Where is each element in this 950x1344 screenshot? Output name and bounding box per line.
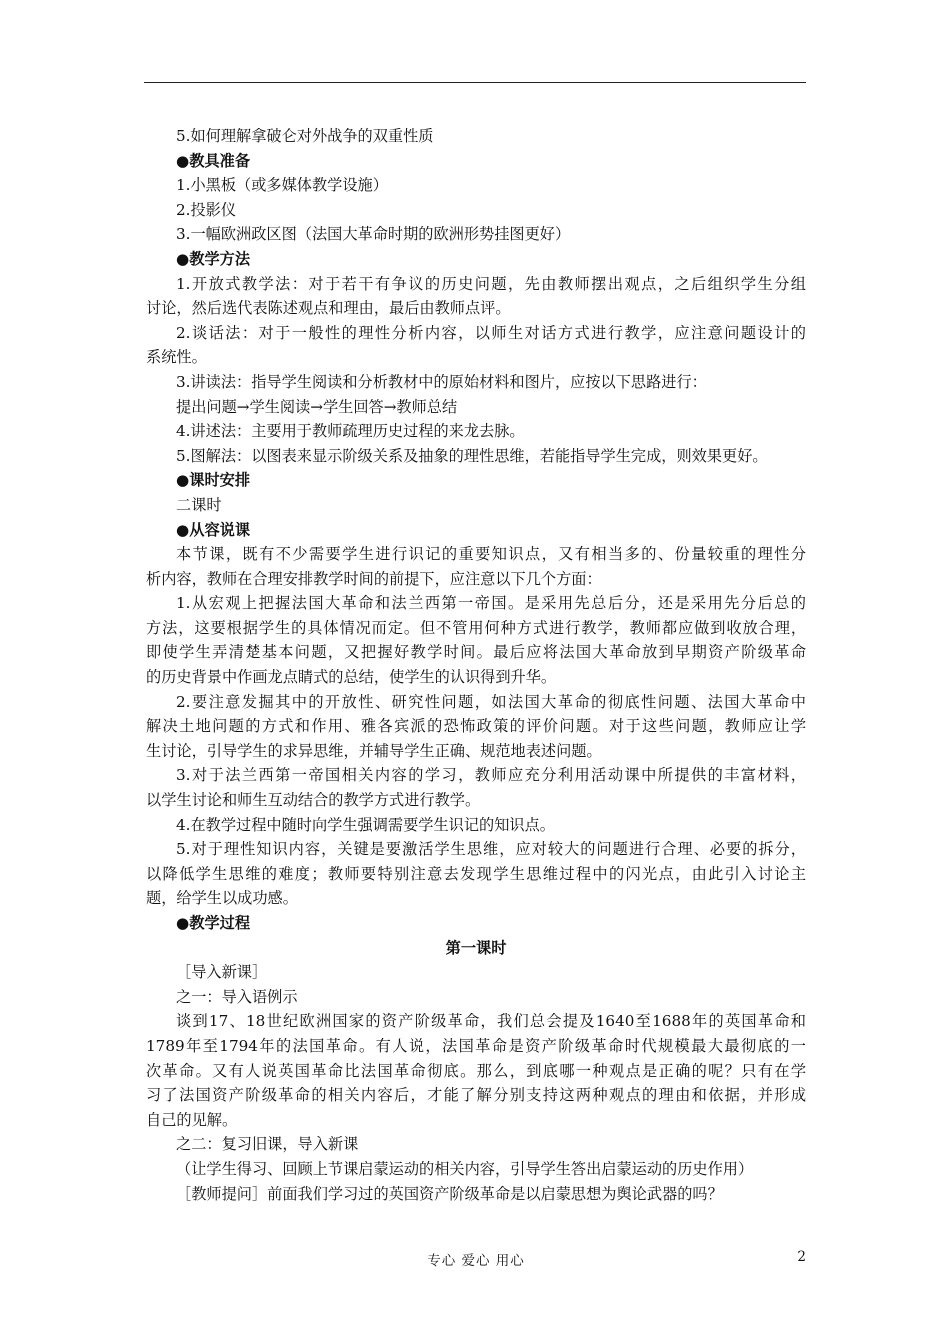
text-line: 生讨论，引导学生的求异思维，并辅导学生正确、规范地表述问题。 — [146, 741, 602, 760]
text-line: 讨论，然后选代表陈述观点和理由，最后由教师点评。 — [146, 299, 511, 318]
text-line: 的历史背景中作画龙点睛式的总结，使学生的认识得到升华。 — [146, 668, 557, 687]
text-line: 4.讲述法：主要用于教师疏理历史过程的来龙去脉。 — [176, 422, 525, 441]
text-line: 2.要注意发掘其中的开放性、研究性问题，如法国大革命的彻底性问题、法国大革命中 — [176, 692, 806, 711]
text-line: 自己的见解。 — [146, 1110, 238, 1129]
text-line: 2.谈话法：对于一般性的理性分析内容，以师生对话方式进行教学，应注意问题设计的 — [176, 323, 806, 342]
text-line: 以降低学生思维的难度；教师要特别注意去发现学生思维过程中的闪光点，由此引入讨论主 — [146, 864, 806, 883]
text-line: 谈到17、18世纪欧洲国家的资产阶级革命，我们总会提及1640至1688年的英国革命和 — [176, 1012, 806, 1031]
text-line: 1.从宏观上把握法国大革命和法兰西第一帝国。是采用先总后分，还是采用先分后总的 — [176, 594, 806, 613]
text-line: 1789年至1794年的法国革命。有人说，法国革命是资产阶级革命时代规模最大最彻底的一 — [146, 1036, 806, 1055]
text-line: 之一：导入语例示 — [176, 987, 298, 1006]
text-line: 二课时 — [176, 495, 222, 514]
text-line: 习了法国资产阶级革命的相关内容后，才能了解分别支持这两种观点的理由和依据，并形成 — [146, 1086, 806, 1105]
text-line: 1.小黑板（或多媒体教学设施） — [176, 176, 388, 195]
footer-motto: 专心 爱心 用心 — [427, 1253, 525, 1269]
text-line: 3.讲读法：指导学生阅读和分析教材中的原始材料和图片，应按以下思路进行： — [176, 372, 707, 391]
text-line: 3.对于法兰西第一帝国相关内容的学习，教师应充分利用活动课中所提供的丰富材料， — [176, 766, 806, 785]
section-heading: ●教学方法 — [176, 249, 251, 268]
text-line: 方法，这要根据学生的具体情况而定。但不管用何种方式进行教学，教师都应做到收放合理， — [146, 618, 806, 637]
text-line: 3.一幅欧洲政区图（法国大革命时期的欧洲形势挂图更好） — [176, 225, 571, 244]
text-line: 1.开放式教学法：对于若干有争议的历史问题，先由教师摆出观点，之后组织学生分组 — [176, 274, 806, 293]
text-line: ［教师提问］前面我们学习过的英国资产阶级革命是以启蒙思想为舆论武器的吗？ — [176, 1184, 723, 1203]
text-line: 题，给学生以成功感。 — [146, 889, 298, 908]
text-line: 提出问题→学生阅读→学生回答→教师总结 — [176, 397, 458, 416]
section-heading: ●课时安排 — [176, 471, 251, 490]
text-line: 系统性。 — [146, 348, 207, 367]
text-line: 解决土地问题的方式和作用、雅各宾派的恐怖政策的评价问题。对于这些问题，教师应让学 — [146, 717, 806, 736]
text-line: 本节课，既有不少需要学生进行识记的重要知识点，又有相当多的、份量较重的理性分 — [176, 545, 806, 564]
document-body — [146, 124, 806, 1206]
page-number: 2 — [797, 1249, 806, 1265]
text-line: 析内容，教师在合理安排教学时间的前提下，应注意以下几个方面： — [146, 569, 602, 588]
section-heading: ●教学过程 — [176, 914, 251, 932]
section-heading: ●从容说课 — [176, 520, 251, 539]
text-line: 即使学生弄清楚基本问题，又把握好教学时间。最后应将法国大革命放到早期资产阶级革命 — [146, 643, 806, 662]
header-rule — [144, 82, 806, 83]
text-line: 2.投影仪 — [176, 200, 237, 219]
section-heading: 第一课时 — [445, 938, 507, 957]
text-line: ［导入新课］ — [176, 963, 268, 982]
section-heading: ●教具准备 — [176, 151, 251, 170]
text-line: （让学生得习、回顾上节课启蒙运动的相关内容，引导学生答出启蒙运动的历史作用） — [176, 1159, 754, 1178]
page-footer — [146, 1249, 806, 1269]
text-line: 5.图解法：以图表来显示阶级关系及抽象的理性思维，若能指导学生完成，则效果更好。 — [176, 446, 768, 465]
text-line: 5.如何理解拿破仑对外战争的双重性质 — [176, 127, 434, 145]
text-line: 次革命。又有人说英国革命比法国革命彻底。那么，到底哪一种观点是正确的呢？只有在学 — [146, 1061, 806, 1080]
text-line: 之二：复习旧课，导入新课 — [176, 1135, 359, 1154]
text-line: 5.对于理性知识内容，关键是要激活学生思维，应对较大的问题进行合理、必要的拆分， — [176, 840, 806, 859]
text-line: 4.在教学过程中随时向学生强调需要学生识记的知识点。 — [176, 815, 555, 834]
text-line: 以学生讨论和师生互动结合的教学方式进行教学。 — [146, 791, 481, 810]
